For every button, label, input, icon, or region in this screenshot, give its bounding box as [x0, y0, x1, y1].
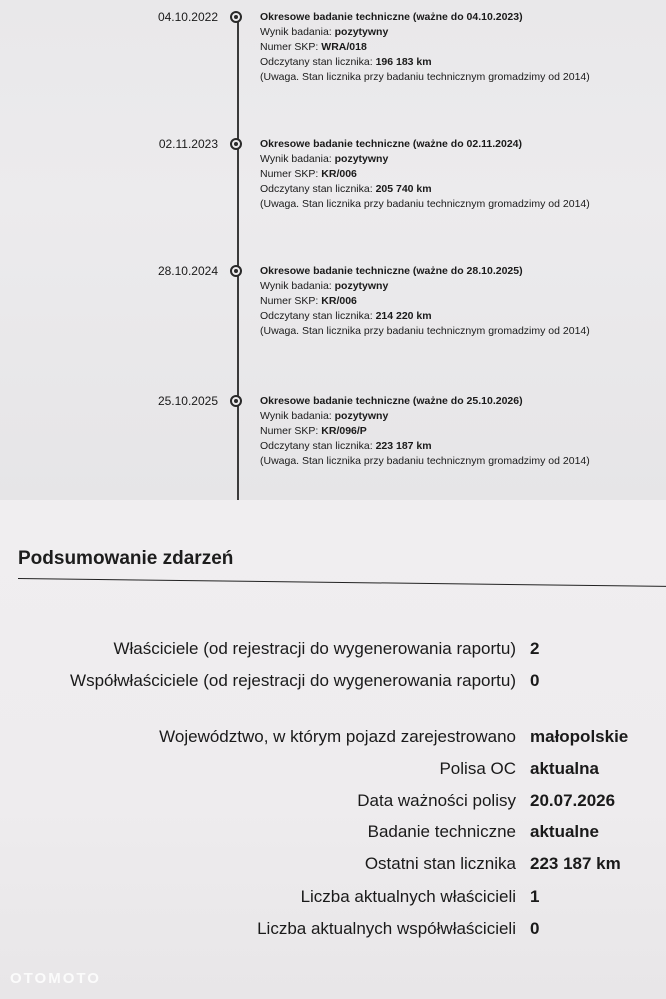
entry-note: (Uwaga. Stan licznika przy badaniu technicznym gromadzimy od 2014)	[260, 198, 590, 210]
summary-label: Data ważności polisy	[357, 791, 516, 810]
timeline-dot-icon	[230, 11, 242, 23]
entry-odometer	[260, 55, 600, 70]
odometer-value: 205 740 km	[375, 183, 432, 195]
entry-skp	[260, 167, 600, 182]
entry-result	[260, 279, 600, 294]
entry-skp	[260, 40, 600, 55]
summary-label: Polisa OC	[439, 759, 516, 778]
entry-body	[260, 394, 600, 469]
odometer-label: Odczytany stan licznika:	[260, 183, 373, 195]
entry-date: 02.11.2023	[158, 137, 218, 151]
skp-value: KR/096/P	[321, 425, 367, 437]
entry-date: 25.10.2025	[157, 394, 218, 408]
odometer-label: Odczytany stan licznika:	[260, 56, 373, 68]
entry-body	[260, 137, 600, 212]
summary-value: aktualne	[530, 822, 599, 841]
summary-label: Właściciele (od rejestracji do wygenerowania raportu)	[113, 639, 516, 658]
summary-label: Liczba aktualnych właścicieli	[300, 887, 516, 906]
entry-body	[260, 264, 600, 339]
entry-result	[260, 25, 600, 40]
entry-result	[260, 409, 600, 424]
summary-value: małopolskie	[530, 727, 629, 746]
summary-value: 0	[530, 919, 540, 938]
result-label: Wynik badania:	[260, 410, 332, 422]
summary-label: Współwłaściciele (od rejestracji do wygenerowania raportu)	[70, 671, 516, 690]
entry-note: (Uwaga. Stan licznika przy badaniu technicznym gromadzimy od 2014)	[260, 455, 590, 467]
entry-skp	[260, 424, 600, 439]
summary-value: aktualna	[530, 759, 599, 778]
summary-label: Liczba aktualnych współwłaścicieli	[257, 919, 516, 938]
skp-value: KR/006	[321, 295, 357, 307]
summary-label: Badanie techniczne	[367, 822, 516, 841]
timeline-dot-icon	[230, 265, 242, 277]
result-value: pozytywny	[334, 153, 389, 165]
entry-odometer	[260, 439, 600, 454]
summary-value: 20.07.2026	[530, 791, 616, 810]
odometer-value: 223 187 km	[375, 440, 432, 452]
timeline-line	[237, 12, 239, 500]
entry-skp	[260, 294, 600, 309]
entry-result	[260, 152, 600, 167]
entry-body	[260, 10, 600, 85]
summary-value: 1	[530, 887, 540, 906]
skp-label: Numer SKP:	[260, 295, 319, 307]
entry-title: Okresowe badanie techniczne (ważne do 02.11.2024)	[260, 138, 523, 150]
summary-value: 0	[530, 671, 540, 690]
skp-label: Numer SKP:	[260, 425, 319, 437]
entry-title: Okresowe badanie techniczne (ważne do 25.10.2026)	[260, 395, 523, 407]
odometer-value: 196 183 km	[375, 56, 432, 68]
result-label: Wynik badania:	[260, 280, 332, 292]
skp-label: Numer SKP:	[260, 168, 319, 180]
result-value: pozytywny	[334, 410, 389, 422]
skp-label: Numer SKP:	[260, 41, 319, 53]
summary-value: 2	[530, 639, 540, 658]
otomoto-watermark-logo: OTOMOTO	[10, 970, 101, 987]
skp-value: WRA/018	[321, 41, 367, 53]
odometer-value: 214 220 km	[375, 310, 432, 322]
entry-note: (Uwaga. Stan licznika przy badaniu technicznym gromadzimy od 2014)	[260, 71, 590, 83]
entry-title: Okresowe badanie techniczne (ważne do 04.10.2023)	[260, 11, 523, 23]
result-value: pozytywny	[334, 26, 389, 38]
summary-label: Województwo, w którym pojazd zarejestrowano	[159, 727, 516, 746]
entry-date: 28.10.2024	[157, 264, 218, 278]
summary-value: 223 187 km	[530, 854, 621, 873]
entry-odometer	[260, 182, 600, 197]
odometer-label: Odczytany stan licznika:	[260, 310, 373, 322]
timeline-dot-icon	[230, 395, 242, 407]
summary-title: Podsumowanie zdarzeń	[18, 548, 234, 569]
result-label: Wynik badania:	[260, 26, 332, 38]
entry-date: 04.10.2022	[157, 10, 218, 24]
result-label: Wynik badania:	[260, 153, 332, 165]
skp-value: KR/006	[321, 168, 357, 180]
entry-note: (Uwaga. Stan licznika przy badaniu technicznym gromadzimy od 2014)	[260, 325, 590, 337]
summary-sheet	[0, 500, 666, 999]
entry-title: Okresowe badanie techniczne (ważne do 28.10.2025)	[260, 265, 523, 277]
summary-label: Ostatni stan licznika	[364, 854, 516, 873]
entry-odometer	[260, 309, 600, 324]
result-value: pozytywny	[334, 280, 389, 292]
timeline-dot-icon	[230, 138, 242, 150]
odometer-label: Odczytany stan licznika:	[260, 440, 373, 452]
summary-divider	[18, 578, 666, 587]
